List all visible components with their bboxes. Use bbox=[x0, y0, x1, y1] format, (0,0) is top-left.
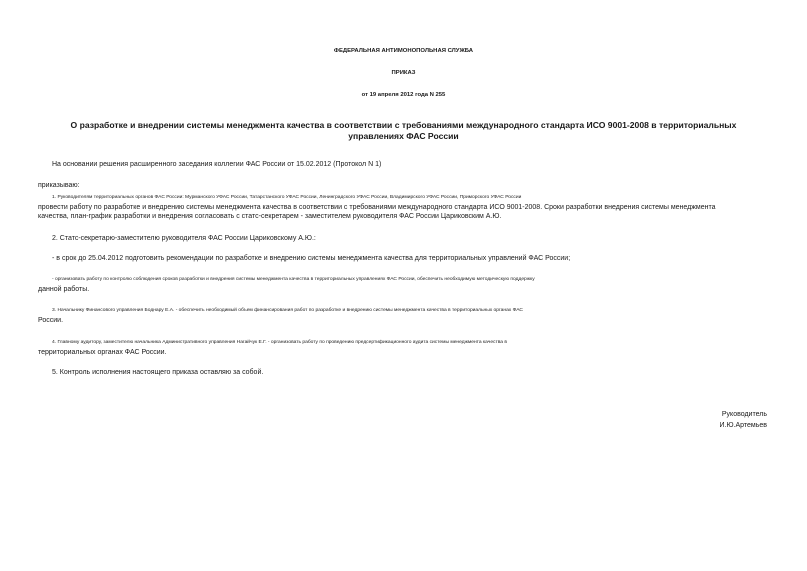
paragraph-2-item-2 bbox=[38, 275, 769, 294]
paragraph-line: 2. Статс-секретарю-заместителю руководителя ФАС России Цариковскому А.Ю.: bbox=[52, 235, 316, 242]
document-type: ПРИКАЗ bbox=[391, 70, 416, 76]
signature-block bbox=[720, 409, 768, 431]
paragraph-line: На основании решения расширенного заседания коллегии ФАС России от 15.02.2012 (Протокол N 1) bbox=[52, 161, 382, 168]
paragraph-line: - организовать работу по контролю соблюдения сроков разработки и внедрения системы менеджмента качества в территориальных управлениях ФАС России, обеспечить необходимую методическую поддержку bbox=[52, 277, 535, 282]
order-word bbox=[38, 181, 769, 191]
paragraph-4 bbox=[38, 338, 769, 357]
paragraph-line: данной работы. bbox=[38, 285, 90, 293]
paragraph-line: качества, план-график разработки и внедрения согласовать с статс-секретарем - заместителем руководителя ФАС России Цариковским А.Ю. bbox=[38, 213, 502, 221]
paragraph-line: 3. Начальнику Финансового управления Боднару Е.А. - обеспечить необходимый объем финансирования работ по разработке и внедрению системы менеджмента качества в территориальных органах ФАС bbox=[52, 308, 523, 313]
signer-position: Руководитель bbox=[721, 411, 767, 418]
paragraph-line: провести работу по разработке и внедрению системы менеджмента качества в соответствии с требованиями международного стандарта ИСО 9001-2008. Сроки разработки внедрения системы менеджмента bbox=[38, 203, 716, 211]
paragraph-line: - в срок до 25.04.2012 подготовить рекомендации по разработке и внедрению системы менеджмента качества для территориальных управлений ФАС России; bbox=[52, 255, 571, 262]
paragraph-3 bbox=[38, 306, 769, 325]
paragraph-line: России. bbox=[38, 316, 64, 324]
title-line: управлениях ФАС России bbox=[348, 131, 459, 141]
paragraph-line: приказываю: bbox=[38, 182, 80, 189]
paragraph-line: территориальных органах ФАС России. bbox=[38, 348, 167, 356]
paragraph-line: 5. Контроль исполнения настоящего приказа оставляю за собой. bbox=[52, 369, 264, 376]
document-date: от 19 апреля 2012 года N 255 bbox=[361, 92, 446, 98]
paragraph-1 bbox=[38, 193, 769, 222]
paragraph-2-item-1 bbox=[38, 254, 783, 264]
signer-name: И.Ю.Артемьев bbox=[719, 422, 767, 429]
paragraph-5 bbox=[38, 368, 783, 378]
paragraph-line: 4. Главному аудитору, заместителю начальника Административного управления Нагайчук Е.Г. - организовать работу по проведению предсертификационного аудита системы менеджмента качества в bbox=[52, 340, 507, 345]
paragraph-2 bbox=[38, 234, 783, 244]
document-title bbox=[20, 120, 787, 142]
agency-name: ФЕДЕРАЛЬНАЯ АНТИМОНОПОЛЬНАЯ СЛУЖБА bbox=[333, 48, 474, 54]
paragraph-line: 1. Руководителям территориальных органов ФАС России: Мурманского УФАС России, Татарстанского УФАС России, Ленинградского УФАС России, Владимирского УФАС России, Приморского УФАС России bbox=[52, 195, 522, 200]
title-line: О разработке и внедрении системы менеджмента качества в соответствии с требованиями международного стандарта ИСО 9001-2008 в территориальных bbox=[70, 120, 737, 130]
basis-paragraph bbox=[38, 160, 783, 170]
